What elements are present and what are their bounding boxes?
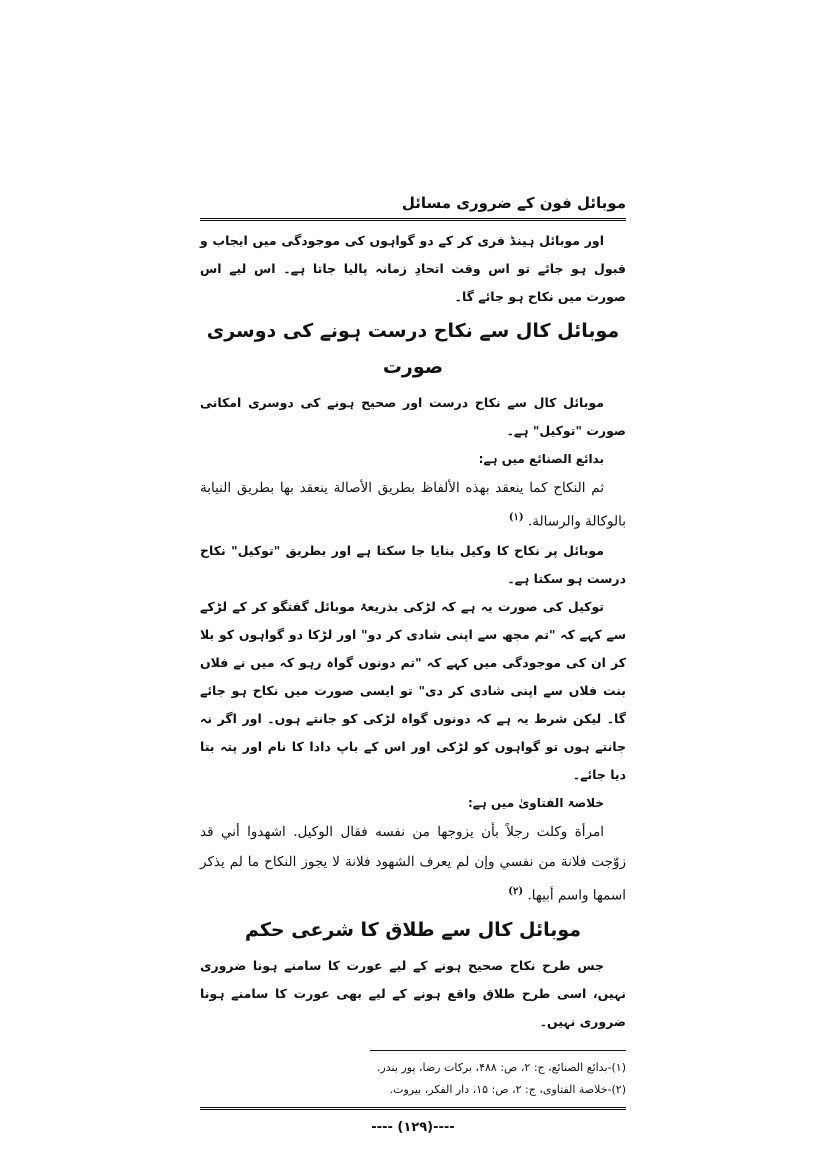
- arabic-quote-2-text: امرأة وكلت رجلاً بأن يزوجها من نفسه فقال الوكيل. اشهدوا أني قد زوّجت فلانة من نفسي وإن لم يعرف الشهود فلانة لا يجوز النكاح ما لم يذكر اسمها واسم أبيها.: [200, 823, 626, 903]
- paragraph-1: اور موبائل ہینڈ فری کر کے دو گواہوں کی موجودگی میں ایجاب و قبول ہو جائے تو اس وقت اتحادِ زمانہ پالیا جاتا ہے۔ اس لیے اس صورت میں نکاح ہو جائے گا۔: [200, 233, 626, 304]
- paragraph-3: موبائل پر نکاح کا وکیل بنایا جا سکتا ہے اور بطریق "توکیل" نکاح درست ہو سکتا ہے۔: [200, 542, 626, 586]
- source-badaie: بدائع الصنائع میں ہے:: [478, 452, 604, 466]
- section-heading-talaq: موبائل کال سے طلاق کا شرعی حکم: [244, 919, 582, 941]
- footnote-rule: [370, 1050, 626, 1051]
- section-heading-second-method: موبائل کال سے نکاح درست ہونے کی دوسری صورت: [206, 320, 620, 378]
- paragraph-2: موبائل کال سے نکاح درست اور صحیح ہونے کی دوسری امکانی صورت "توکیل" ہے۔: [200, 395, 626, 438]
- arabic-quote-1-text: ثم النكاح كما ينعقد بهذه الألفاظ بطريق الأصالة ينعقد بها بطريق النيابة بالوكالة والرسالة.: [200, 480, 626, 530]
- arabic-quote-1: [200, 473, 626, 537]
- page-number: ---- (۱۲۹)----: [371, 1120, 455, 1135]
- footnote-1: (۱)-بدائع الصنائع، ج: ۲، ص: ۴۸۸، برکات رضا، پور بندر.: [376, 1061, 626, 1074]
- header-rule: [200, 218, 626, 221]
- footnote-ref-2: (۲): [508, 885, 524, 897]
- paragraph-5: جس طرح نکاح صحیح ہونے کے لیے عورت کا سامنے ہونا ضروری نہیں، اسی طرح طلاق واقع ہونے کے لیے بھی عورت کا سامنے ہونا ضروری نہیں۔: [200, 958, 626, 1029]
- book-page: [200, 190, 626, 1135]
- arabic-quote-2: [200, 817, 626, 911]
- footnote-ref-1: (۱): [508, 512, 524, 523]
- footer-double-rule: [200, 1107, 626, 1110]
- running-head: موبائل فون کے ضروری مسائل: [401, 194, 626, 212]
- source-khulasa: خلاصۃ الفتاویٰ میں ہے:: [467, 795, 604, 810]
- paragraph-4: توکیل کی صورت یہ ہے کہ لڑکی بذریعۂ موبائل گفتگو کر کے لڑکے سے کہے کہ "تم مجھ سے اپنی شادی کر دو" اور لڑکا دو گواہوں کو بلا کر ان کی موجودگی میں کہے کہ "تم دونوں گواہ رہو کہ میں نے فلاں بنت فلاں سے اپنی شادی کر دی" تو ایسی صورت میں نکاح ہو جائے گا۔ لیکن شرط یہ ہے کہ دونوں گواہ لڑکی کو جانتے ہوں۔ اور اگر نہ جانتے ہوں تو گواہوں کو لڑکی اور اس کے باپ دادا کا نام اور پتہ بتا دیا جائے۔: [200, 598, 626, 782]
- footnote-2: (۲)-خلاصة الفتاوى، ج: ۲، ص: ۱۵، دار الفکر، بیروت.: [389, 1083, 626, 1096]
- footer-rule: [200, 1107, 626, 1110]
- footnotes: [200, 1044, 626, 1101]
